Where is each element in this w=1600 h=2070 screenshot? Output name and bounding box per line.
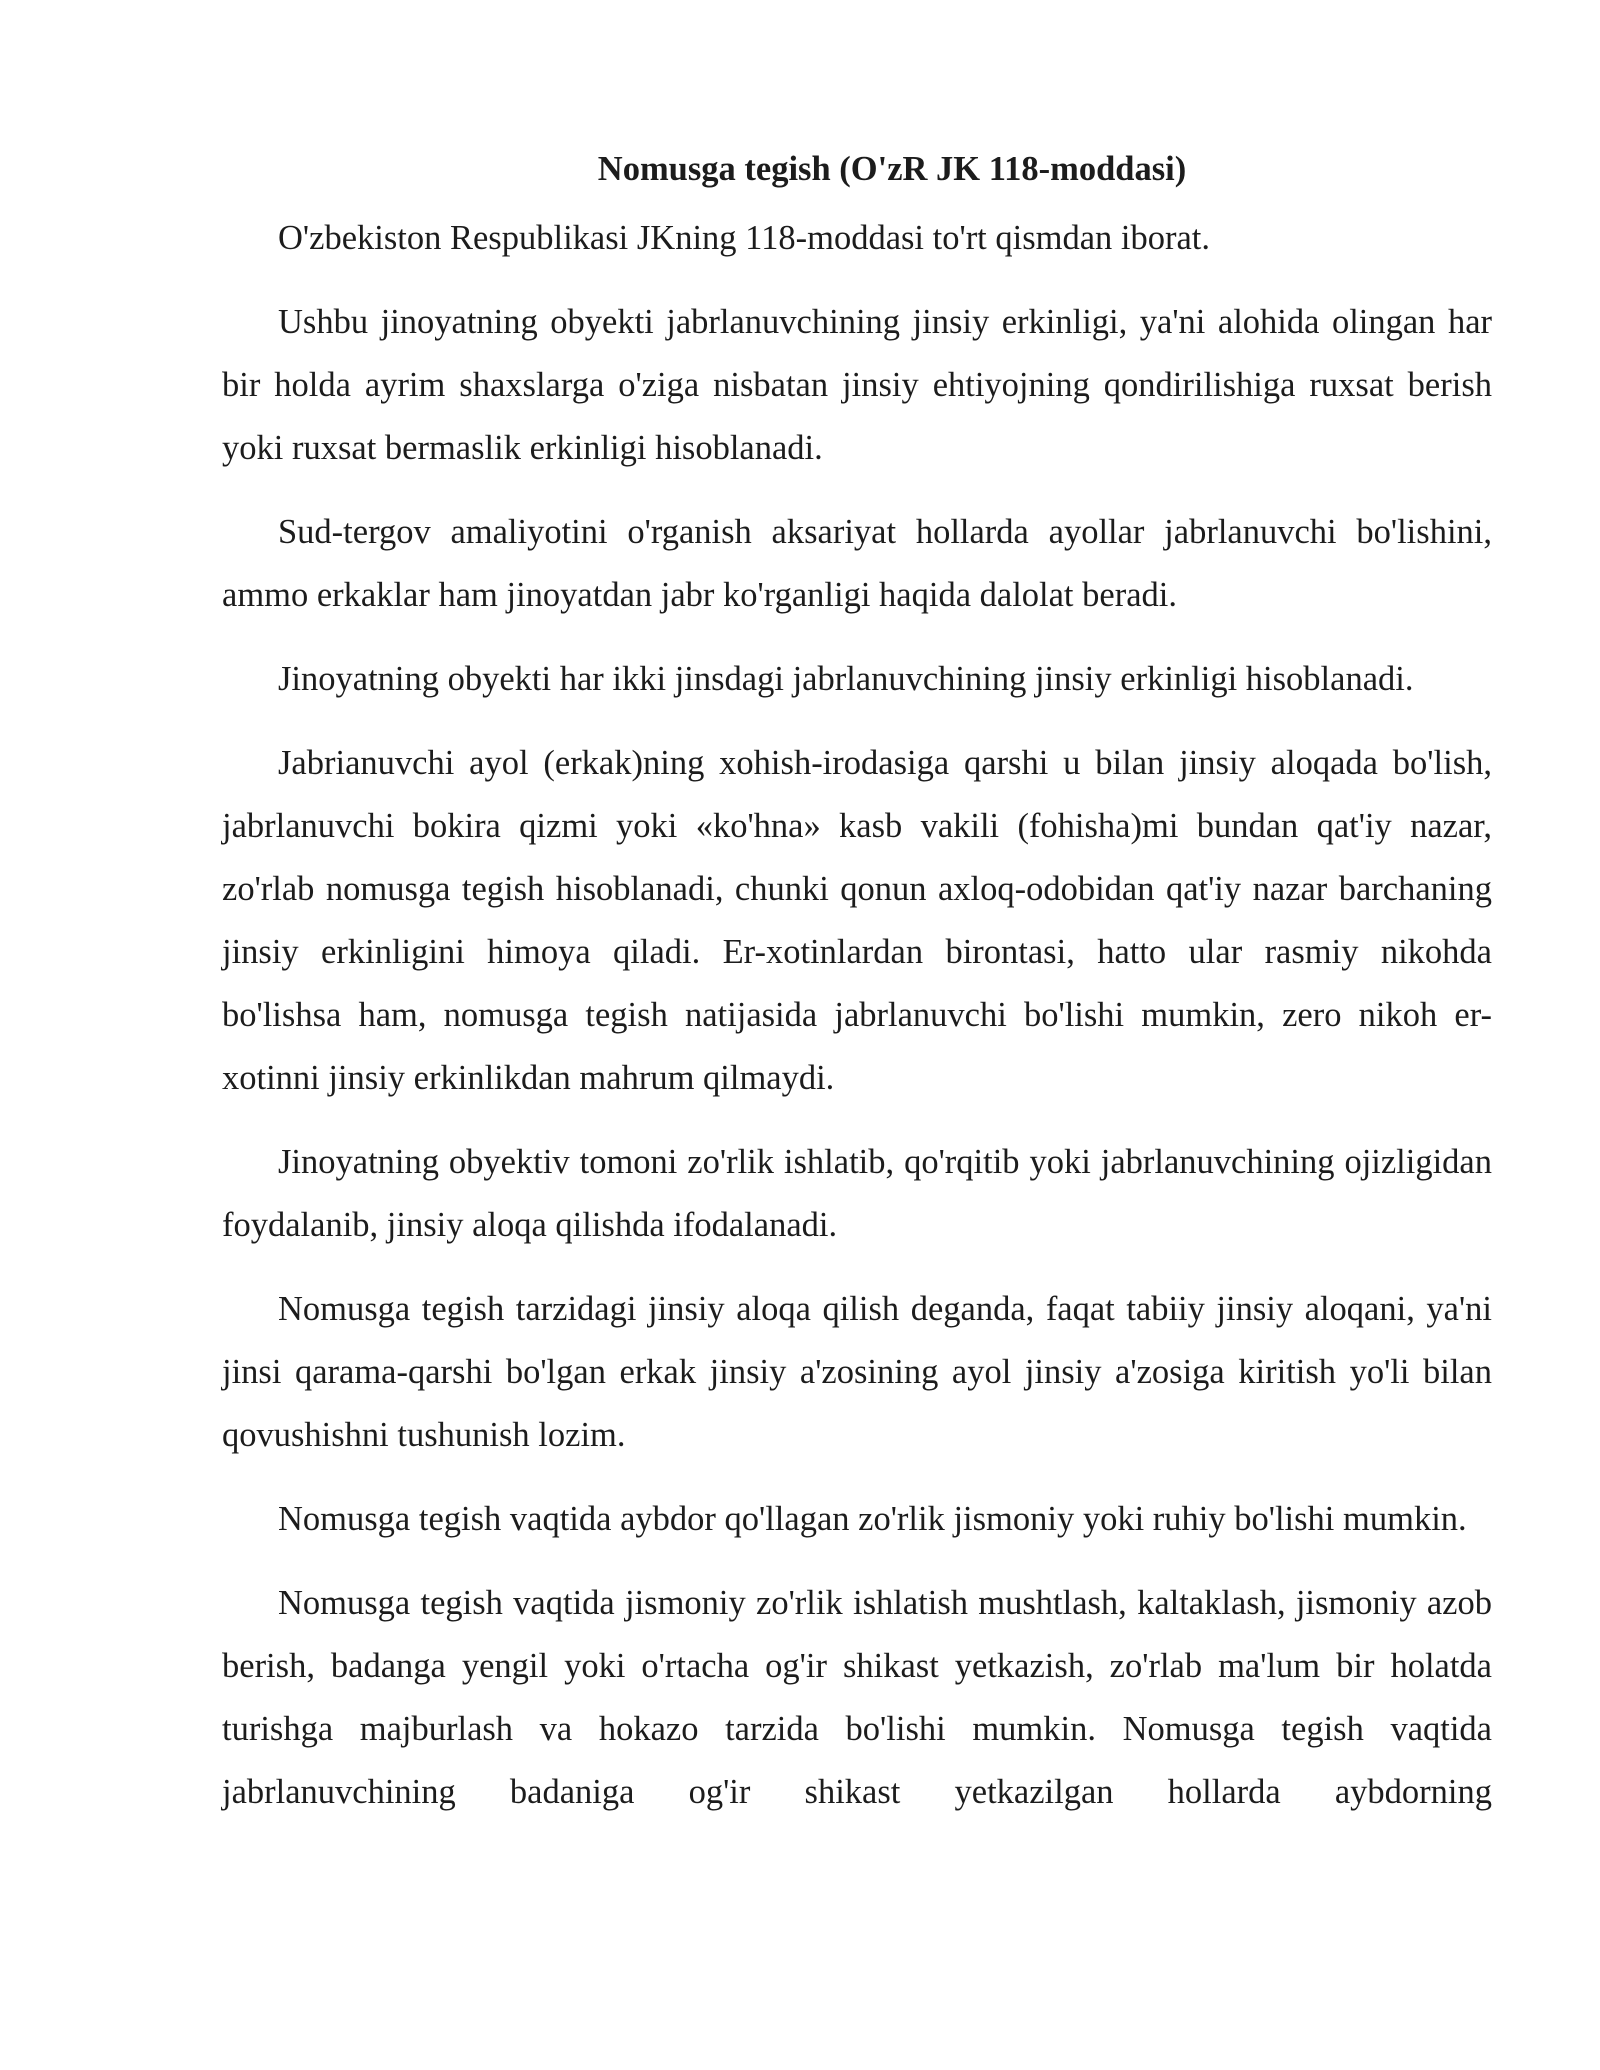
paragraph: Nomusga tegish tarzidagi jinsiy aloqa qilish deganda, faqat tabiiy jinsiy aloqani, ya'ni jinsi qarama-qarshi bo'lgan erkak jinsiy a'zosining ayol jinsiy a'zosiga kiritish yo'li bilan qovushishni tushunish lozim. bbox=[222, 1290, 1492, 1454]
paragraph: Jinoyatning obyektiv tomoni zo'rlik ishlatib, qo'rqitib yoki jabrlanuvchining ojizligidan foydalanib, jinsiy aloqa qilishda ifodalanadi. bbox=[222, 1143, 1492, 1244]
paragraph: Jabrianuvchi ayol (erkak)ning xohish-irodasiga qarshi u bilan jinsiy aloqada bo'lish, jabrlanuvchi bokira qizmi yoki «ko'hna» kasb vakili (fohisha)mi bundan qat'iy nazar, zo'rlab nomusga tegish hisoblanadi, chunki qonun axloq-odobidan qat'iy nazar barchaning jinsiy erkinligini himoya qiladi. Er-xotinlardan birontasi, hatto ular rasmiy nikohda bo'lishsa ham, nomusga tegish natijasida jabrlanuvchi bo'lishi mumkin, zero nikoh er-xotinni jinsiy erkinlikdan mahrum qilmaydi. bbox=[222, 744, 1492, 1097]
document-title: Nomusga tegish (O'zR JK 118-moddasi) bbox=[597, 150, 1187, 188]
paragraph: Jinoyatning obyekti har ikki jinsdagi jabrlanuvchining jinsiy erkinligi hisoblanadi. bbox=[278, 660, 1414, 698]
paragraph: Sud-tergov amaliyotini o'rganish aksariyat hollarda ayollar jabrlanuvchi bo'lishini, ammo erkaklar ham jinoyatdan jabr ko'rganligi haqida dalolat beradi. bbox=[222, 513, 1492, 614]
paragraph: Ushbu jinoyatning obyekti jabrlanuvchining jinsiy erkinligi, ya'ni alohida olingan har bir holda ayrim shaxslarga o'ziga nisbatan jinsiy ehtiyojning qondirilishiga ruxsat berish yoki ruxsat bermaslik erkinligi hisoblanadi. bbox=[222, 303, 1492, 467]
paragraph: Nomusga tegish vaqtida jismoniy zo'rlik ishlatish mushtlash, kaltaklash, jismoniy azob berish, badanga yengil yoki o'rtacha og'ir shikast yetkazish, zo'rlab ma'lum bir holatda turishga majburlash va hokazo tarzida bo'lishi mumkin. Nomusga tegish vaqtida jabrlanuvchining badaniga og'ir shikast yetkazilgan hollarda aybdorning bbox=[222, 1584, 1492, 1811]
document-body bbox=[222, 145, 1492, 1845]
paragraph: O'zbekiston Respublikasi JKning 118-moddasi to'rt qismdan iborat. bbox=[278, 219, 1211, 257]
paragraph: Nomusga tegish vaqtida aybdor qo'llagan zo'rlik jismoniy yoki ruhiy bo'lishi mumkin. bbox=[278, 1500, 1467, 1538]
